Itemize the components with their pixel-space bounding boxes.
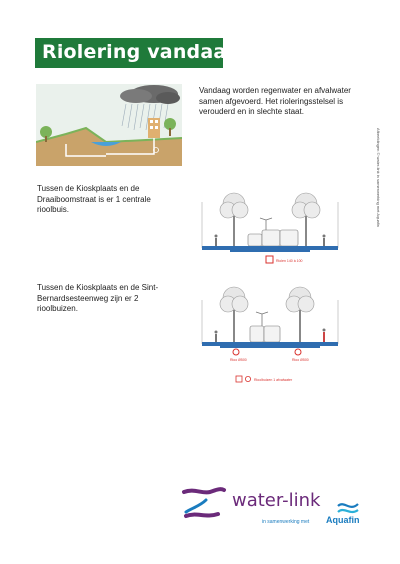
tree-icon bbox=[286, 287, 314, 342]
partner-prefix: in samenwerking met bbox=[262, 519, 310, 525]
section2-text: Tussen de Kioskplaats en de Sint-Bernardsesteenweg zijn er 2 rioolbuizen. bbox=[37, 283, 159, 313]
street-section-1-diagram bbox=[200, 180, 340, 275]
intro-text: Vandaag worden regenwater en afvalwater samen afgevoerd. Het rioleringsstelsel is verouderd en in slechte staat. bbox=[199, 86, 351, 116]
partner-name: Aquafin bbox=[326, 515, 360, 525]
tree-icon bbox=[220, 193, 248, 246]
legend-label: Rioolbuizen 1 afvalwater bbox=[254, 378, 293, 382]
page-title: Riolering vandaag bbox=[42, 41, 241, 63]
water-link-logo-icon bbox=[180, 486, 228, 522]
sewer-label: Riolen 140 à 100 bbox=[276, 259, 303, 263]
sewer-label-left: Rioo Ø500 bbox=[230, 358, 247, 362]
aquafin-logo-icon bbox=[336, 498, 360, 516]
section1-text: Tussen de Kioskplaats en de Draaiboomstraat is er 1 centrale rioolbuis. bbox=[37, 184, 151, 214]
street-section-2-diagram bbox=[200, 280, 340, 390]
sewer-label-right: Rioo Ø500 bbox=[292, 358, 309, 362]
tree-icon bbox=[220, 287, 248, 342]
sewer-landscape-illustration bbox=[36, 84, 182, 166]
brand-name: water-link bbox=[232, 490, 321, 511]
image-credit: Afbeeldingen © water-link in samenwerking met Aquafin bbox=[376, 128, 381, 227]
